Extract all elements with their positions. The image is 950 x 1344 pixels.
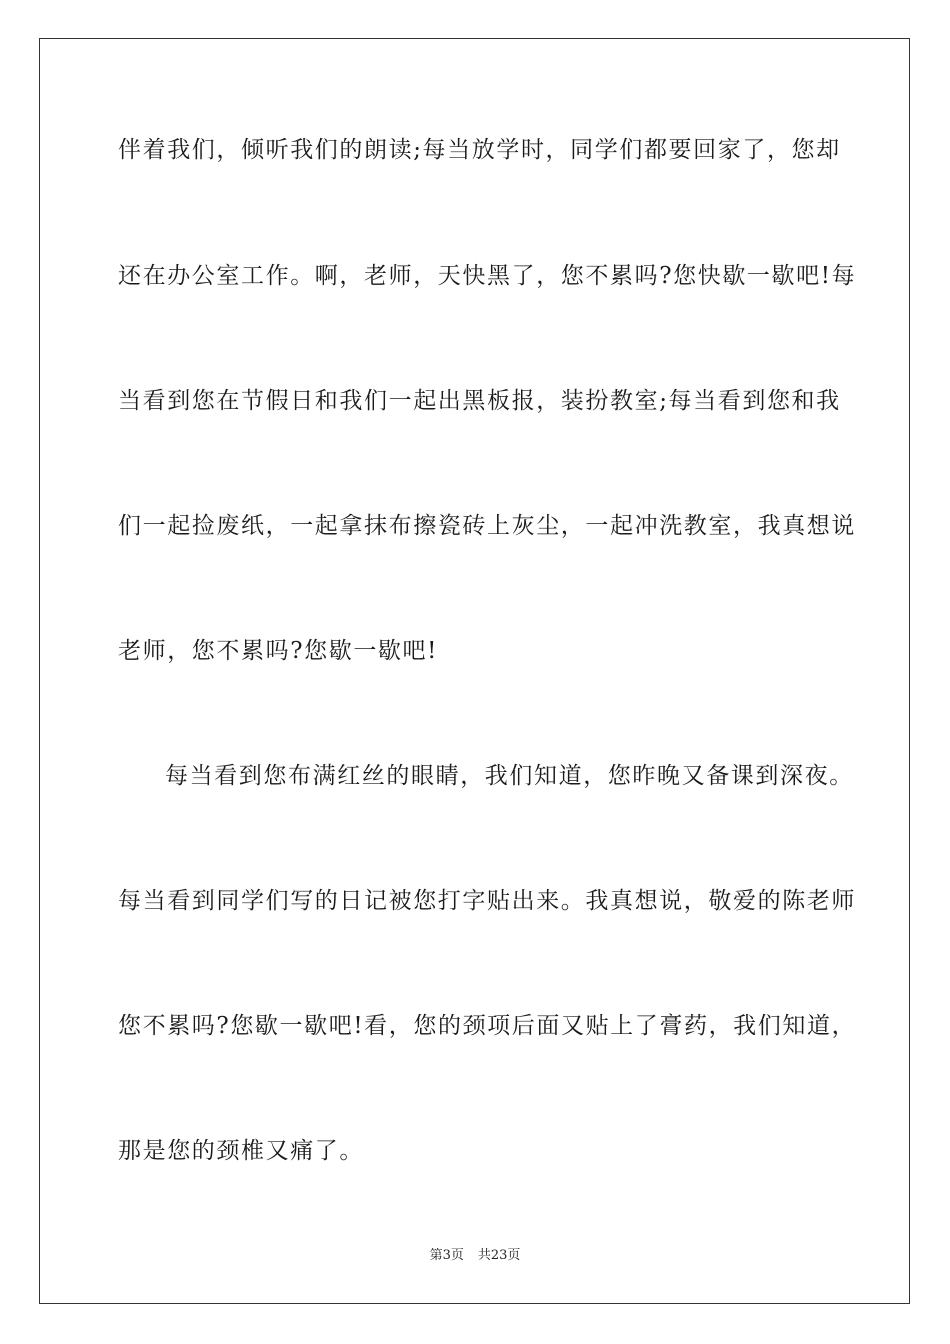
text-line-3: 当看到您在节假日和我们一起出黑板报，装扮教室;每当看到您和我 xyxy=(118,388,841,414)
text-line-8: 您不累吗?您歇一歇吧!看，您的颈项后面又贴上了膏药，我们知道， xyxy=(118,1013,857,1039)
text-line-2: 还在办公室工作。啊，老师，天快黑了，您不累吗?您快歇一歇吧!每 xyxy=(118,263,857,289)
page-number: 第3页 xyxy=(429,1248,464,1263)
paragraph-indent-line: 每当看到您布满红丝的眼睛，我们知道，您昨晚又备课到深夜。 xyxy=(165,763,854,789)
page-border xyxy=(39,38,910,1304)
text-line-5: 老师，您不累吗?您歇一歇吧! xyxy=(118,638,438,664)
text-line-4: 们一起捡废纸，一起拿抹布擦瓷砖上灰尘，一起冲洗教室，我真想说 xyxy=(118,513,856,539)
page-total: 共23页 xyxy=(477,1248,521,1263)
text-line-7: 每当看到同学们写的日记被您打字贴出来。我真想说，敬爱的陈老师 xyxy=(118,888,856,914)
page-footer xyxy=(0,1247,950,1265)
text-line-9: 那是您的颈椎又痛了。 xyxy=(118,1138,364,1164)
text-line-1: 伴着我们，倾听我们的朗读;每当放学时，同学们都要回家了，您却 xyxy=(118,137,841,163)
